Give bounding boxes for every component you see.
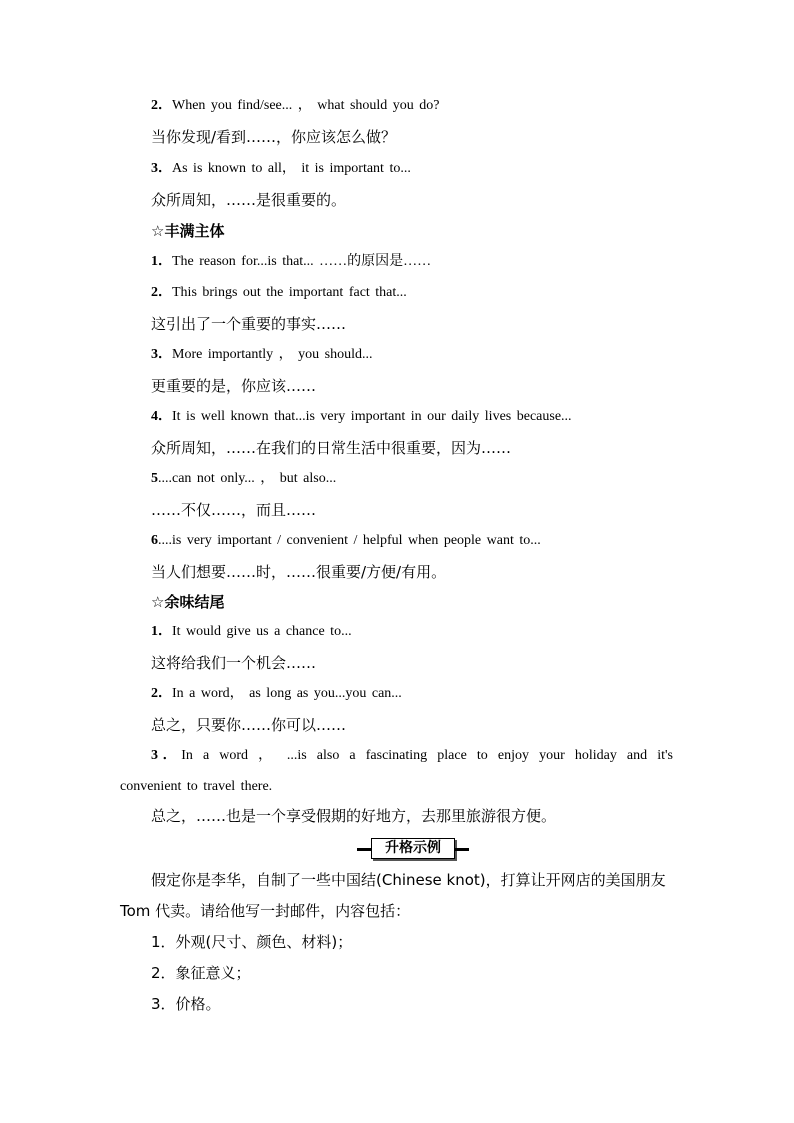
phrase-item: 3．More importantly ， you should... <box>151 347 373 362</box>
phrase-item: 1．It would give us a chance to... <box>151 624 352 639</box>
banner-rule-right <box>455 848 469 851</box>
phrase-item: 5....can not only... ， but also... <box>151 471 337 486</box>
phrase-translation: 总之，……也是一个享受假期的好地方，去那里旅游很方便。 <box>151 807 557 825</box>
phrase-item: 2．When you find/see... ， what should you do? <box>151 98 440 113</box>
phrase-translation: 众所周知，……是很重要的。 <box>151 191 347 209</box>
phrase-translation: 这引出了一个重要的事实…… <box>151 315 347 333</box>
phrase-translation: 当你发现/看到……，你应该怎么做？ <box>151 128 397 146</box>
phrase-translation: 更重要的是，你应该…… <box>151 377 317 395</box>
banner-label: 升格示例 <box>371 838 455 859</box>
phrase-translation: 这将给我们一个机会…… <box>151 654 317 672</box>
phrase-translation: 当人们想要……时，……很重要/方便/有用。 <box>151 563 447 581</box>
task-prompt-line: Tom 代卖。请给他写一封邮件，内容包括： <box>120 902 411 920</box>
section-banner <box>357 838 469 860</box>
phrase-item: 6....is very important / convenient / helpful when people want to... <box>151 533 541 548</box>
section-heading-body: ☆丰满主体 <box>151 222 225 240</box>
phrase-translation: 总之，只要你……你可以…… <box>151 716 347 734</box>
phrase-item: 2．In a word， as long as you...you can... <box>151 686 402 701</box>
task-item: 1．外观(尺寸、颜色、材料)； <box>151 933 353 951</box>
phrase-item: 3．In a word ， ...is also a fascinating place to enjoy your holiday and it's <box>151 748 673 763</box>
task-item: 3．价格。 <box>151 995 221 1013</box>
task-item: 2．象征意义； <box>151 964 251 982</box>
banner-rule-left <box>357 848 371 851</box>
phrase-item: 2．This brings out the important fact that... <box>151 285 407 300</box>
phrase-item: 4．It is well known that...is very important in our daily lives because... <box>151 409 572 424</box>
phrase-item-continuation: convenient to travel there. <box>120 779 273 794</box>
task-prompt-line: 假定你是李华，自制了一些中国结(Chinese knot)，打算让开网店的美国朋友 <box>151 871 666 889</box>
phrase-item: 1．The reason for...is that... ……的原因是…… <box>151 254 432 269</box>
section-heading-ending: ☆余味结尾 <box>151 593 225 611</box>
phrase-translation: 众所周知，……在我们的日常生活中很重要，因为…… <box>151 439 512 457</box>
phrase-translation: ……不仅……，而且…… <box>151 501 317 519</box>
phrase-item: 3．As is known to all， it is important to... <box>151 161 411 176</box>
